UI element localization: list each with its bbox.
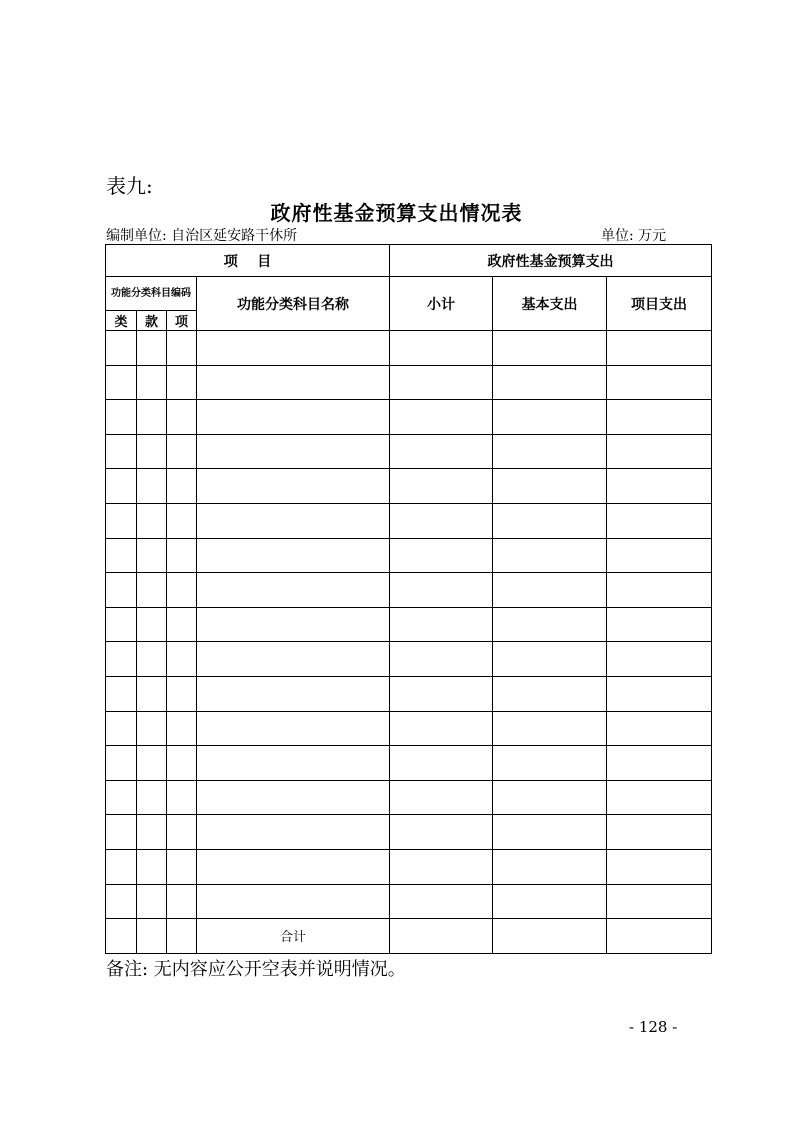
cell-project-exp xyxy=(607,365,712,400)
cell-project-exp xyxy=(607,746,712,781)
cell-kuan xyxy=(137,676,167,711)
cell-subtotal xyxy=(390,573,493,608)
cell-xiang xyxy=(167,849,197,884)
cell-kuan xyxy=(137,331,167,366)
cell-subtotal xyxy=(390,400,493,435)
table-row xyxy=(106,469,712,504)
cell-subtotal xyxy=(390,815,493,850)
table-row xyxy=(106,573,712,608)
cell-lei xyxy=(106,434,137,469)
cell-name xyxy=(197,711,390,746)
total-row xyxy=(106,919,712,954)
table-row xyxy=(106,849,712,884)
header-basic: 基本支出 xyxy=(493,277,607,331)
cell-basic xyxy=(493,573,607,608)
cell-kuan xyxy=(137,365,167,400)
cell-basic xyxy=(493,365,607,400)
cell-basic xyxy=(493,434,607,469)
footnote: 备注: 无内容应公开空表并说明情况。 xyxy=(106,959,406,980)
cell-name xyxy=(197,676,390,711)
budget-table xyxy=(105,244,712,954)
cell-project-exp xyxy=(607,884,712,919)
cell-name xyxy=(197,815,390,850)
page-number: - 128 - xyxy=(629,1018,678,1036)
cell-basic xyxy=(493,884,607,919)
cell-name xyxy=(197,331,390,366)
cell-lei xyxy=(106,780,137,815)
cell-basic xyxy=(493,469,607,504)
cell-name xyxy=(197,573,390,608)
cell-kuan xyxy=(137,503,167,538)
table-row xyxy=(106,607,712,642)
page-title: 政府性基金预算支出情况表 xyxy=(270,201,523,225)
cell-basic xyxy=(493,676,607,711)
currency-unit: 单位: 万元 xyxy=(601,228,667,244)
header-project: 项 目 xyxy=(106,245,390,277)
cell-kuan xyxy=(137,538,167,573)
cell-project-exp xyxy=(607,815,712,850)
cell-subtotal xyxy=(390,711,493,746)
cell-project-exp xyxy=(607,400,712,435)
cell-name xyxy=(197,400,390,435)
cell-name xyxy=(197,538,390,573)
cell-subtotal xyxy=(390,331,493,366)
cell-xiang xyxy=(167,365,197,400)
cell-subtotal xyxy=(390,434,493,469)
header-row-2 xyxy=(106,277,712,311)
table-row xyxy=(106,331,712,366)
cell-kuan xyxy=(137,884,167,919)
cell-basic xyxy=(493,607,607,642)
cell-name xyxy=(197,849,390,884)
cell-lei xyxy=(106,400,137,435)
cell-basic xyxy=(493,815,607,850)
cell-kuan xyxy=(137,849,167,884)
cell-subtotal xyxy=(390,780,493,815)
cell-subtotal xyxy=(390,849,493,884)
cell-project-exp xyxy=(607,849,712,884)
cell-lei xyxy=(106,676,137,711)
cell-xiang xyxy=(167,331,197,366)
cell-kuan xyxy=(137,400,167,435)
cell-name xyxy=(197,434,390,469)
cell-lei xyxy=(106,884,137,919)
table-body xyxy=(106,245,712,954)
cell-basic xyxy=(493,503,607,538)
cell-name xyxy=(197,884,390,919)
cell-xiang xyxy=(167,676,197,711)
cell-subtotal xyxy=(390,746,493,781)
cell-basic xyxy=(493,642,607,677)
header-fund-group: 政府性基金预算支出 xyxy=(390,245,712,277)
cell-xiang xyxy=(167,711,197,746)
cell-project-exp xyxy=(607,331,712,366)
header-row-1 xyxy=(106,245,712,277)
cell-kuan xyxy=(137,711,167,746)
cell-lei xyxy=(106,331,137,366)
cell-xiang xyxy=(167,815,197,850)
cell-lei xyxy=(106,815,137,850)
cell-xiang xyxy=(167,469,197,504)
cell-name xyxy=(197,780,390,815)
cell-lei xyxy=(106,365,137,400)
table-row xyxy=(106,365,712,400)
header-project-exp: 项目支出 xyxy=(607,277,712,331)
cell-xiang xyxy=(167,919,197,954)
cell-project-exp xyxy=(607,607,712,642)
cell-xiang xyxy=(167,400,197,435)
cell-project-exp xyxy=(607,780,712,815)
cell-project-exp xyxy=(607,642,712,677)
table-row xyxy=(106,711,712,746)
cell-basic xyxy=(493,331,607,366)
cell-basic xyxy=(493,711,607,746)
cell-xiang xyxy=(167,780,197,815)
header-lei: 类 xyxy=(106,311,137,331)
cell-lei xyxy=(106,711,137,746)
cell-kuan xyxy=(137,434,167,469)
cell-kuan xyxy=(137,746,167,781)
cell-xiang xyxy=(167,538,197,573)
cell-subtotal xyxy=(390,642,493,677)
cell-basic xyxy=(493,538,607,573)
table-row xyxy=(106,780,712,815)
cell-xiang xyxy=(167,607,197,642)
cell-project-exp xyxy=(607,711,712,746)
cell-lei xyxy=(106,849,137,884)
header-code-label: 功能分类科目编码 xyxy=(106,277,197,311)
cell-project-exp xyxy=(607,434,712,469)
cell-kuan xyxy=(137,780,167,815)
cell-subtotal xyxy=(390,607,493,642)
total-subtotal xyxy=(390,919,493,954)
cell-name xyxy=(197,469,390,504)
cell-xiang xyxy=(167,884,197,919)
cell-subtotal xyxy=(390,538,493,573)
cell-lei xyxy=(106,642,137,677)
cell-kuan xyxy=(137,573,167,608)
table-row xyxy=(106,884,712,919)
table-row xyxy=(106,642,712,677)
cell-xiang xyxy=(167,573,197,608)
cell-subtotal xyxy=(390,469,493,504)
cell-lei xyxy=(106,503,137,538)
cell-kuan xyxy=(137,919,167,954)
cell-name xyxy=(197,365,390,400)
cell-xiang xyxy=(167,503,197,538)
cell-basic xyxy=(493,746,607,781)
cell-name xyxy=(197,642,390,677)
cell-project-exp xyxy=(607,538,712,573)
cell-xiang xyxy=(167,434,197,469)
cell-name xyxy=(197,746,390,781)
table-row xyxy=(106,400,712,435)
cell-kuan xyxy=(137,642,167,677)
cell-xiang xyxy=(167,642,197,677)
cell-project-exp xyxy=(607,676,712,711)
cell-basic xyxy=(493,400,607,435)
cell-subtotal xyxy=(390,676,493,711)
cell-name xyxy=(197,607,390,642)
cell-subtotal xyxy=(390,884,493,919)
header-xiang: 项 xyxy=(167,311,197,331)
cell-basic xyxy=(493,849,607,884)
total-basic xyxy=(493,919,607,954)
cell-basic xyxy=(493,780,607,815)
cell-kuan xyxy=(137,469,167,504)
cell-lei xyxy=(106,538,137,573)
cell-name xyxy=(197,503,390,538)
cell-lei xyxy=(106,746,137,781)
table-row xyxy=(106,434,712,469)
total-label: 合计 xyxy=(197,919,390,954)
table-row xyxy=(106,815,712,850)
cell-xiang xyxy=(167,746,197,781)
header-subtotal: 小计 xyxy=(390,277,493,331)
table-row xyxy=(106,746,712,781)
header-name-label: 功能分类科目名称 xyxy=(197,277,390,331)
cell-lei xyxy=(106,573,137,608)
cell-lei xyxy=(106,607,137,642)
cell-lei xyxy=(106,919,137,954)
header-kuan: 款 xyxy=(137,311,167,331)
cell-kuan xyxy=(137,607,167,642)
total-project-exp xyxy=(607,919,712,954)
cell-subtotal xyxy=(390,503,493,538)
table-row xyxy=(106,538,712,573)
table-row xyxy=(106,676,712,711)
compiling-unit: 编制单位: 自治区延安路干休所 xyxy=(106,228,298,244)
cell-project-exp xyxy=(607,503,712,538)
cell-project-exp xyxy=(607,469,712,504)
cell-project-exp xyxy=(607,573,712,608)
cell-lei xyxy=(106,469,137,504)
cell-kuan xyxy=(137,815,167,850)
table-number-label: 表九: xyxy=(106,174,153,198)
cell-subtotal xyxy=(390,365,493,400)
table-row xyxy=(106,503,712,538)
